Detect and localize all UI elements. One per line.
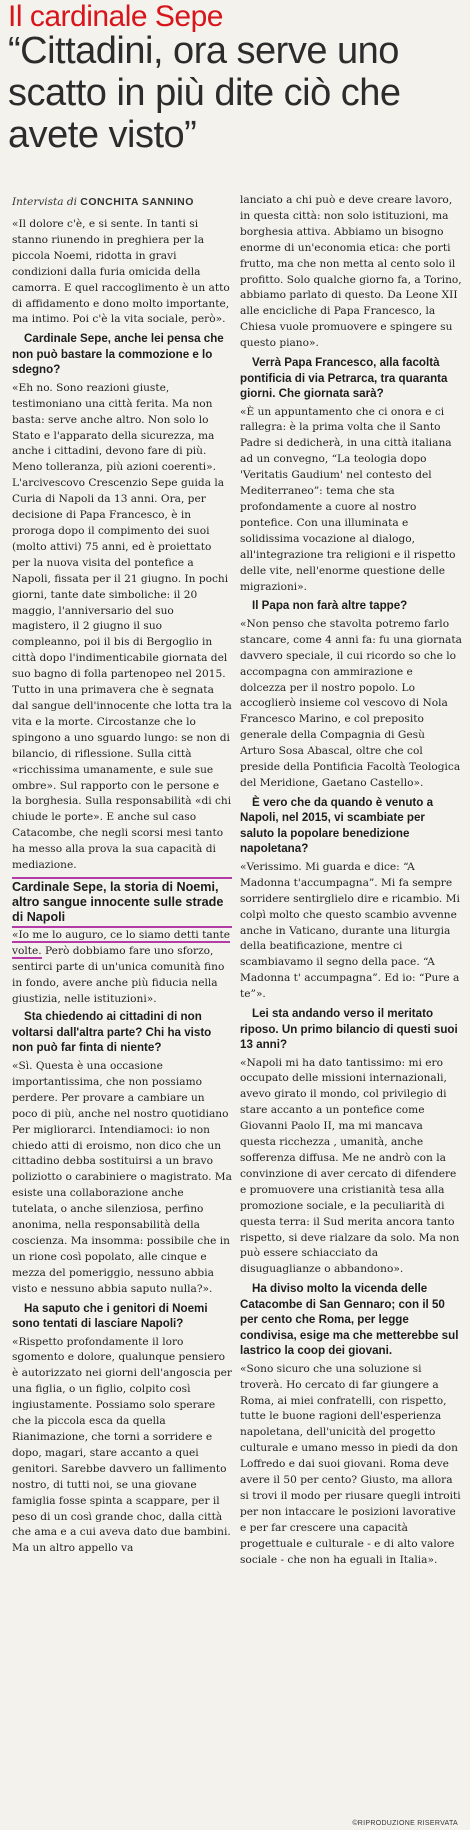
article-headline: “Cittadini, ora serve uno scatto in più dite ciò che avete visto” <box>8 30 401 156</box>
copyright-note: ©RIPRODUZIONE RISERVATA <box>352 1820 458 1827</box>
question-5: Il Papa non farà altre tappe? <box>252 599 408 613</box>
article-kicker: Il cardinale Sepe <box>8 0 223 33</box>
byline-author: CONCHITA SANNINO <box>80 196 194 208</box>
continued-paragraph: lanciato a chi può e deve creare lavoro, in questa città: non solo istituzioni, ma borghesia attiva. Abbiamo un bisogno enorme di un'economia etica: che porti frutto, ma che non metta al cento solo il profitto. Solo qualche giorno fa, a Torino, abbiamo parlato di questo. Da Leone XII alle encicliche di Papa Francesco, la Chiesa vuole promuovere e spingere su questo piano». <box>240 194 462 350</box>
highlight-answer <box>12 928 232 1008</box>
question-2: Sta chiedendo ai cittadini di non voltarsi dall'altra parte? Chi ha visto non può far finta di niente? <box>12 1010 212 1055</box>
question-3: Ha saputo che i genitori di Noemi sono tentati di lasciare Napoli? <box>12 1301 208 1331</box>
byline <box>12 196 232 208</box>
answer-5: «Non penso che stavolta potremo farlo stancare, come 4 anni fa: fu una giornata davvero speciale, il cui ricordo so che lo accompagna con ammirazione e dolcezza per il nostro popolo. Lo accoglierò insieme col vescovo di Nola Francesco Marino, e col preposito generale della Compagnia di Gesù Arturo Sosa Abascal, oltre che col preside della Pontificia Facoltà Teologica del Meridione, Gaetano Castello». <box>240 617 462 789</box>
article-column-left <box>12 217 232 1560</box>
highlight-answer-rest: Però dobbiamo fare uno sforzo, sentirci parte di un'unica comunità fino in fondo, avere anche più fiducia nella giustizia, nelle istituzioni». <box>12 944 225 1005</box>
intro-paragraph: «Il dolore c'è, e si sente. In tanti si stanno riunendo in preghiera per la piccola Noemi, ridotta in gravi condizioni dalla furia omicida della camorra. E quel raccoglimento è un atto di affidamento e dono molto importante, ma intimo. Poi c'è la vita sociale, però». <box>12 218 230 326</box>
answer-1: «Eh no. Sono reazioni giuste, testimoniano una città ferita. Ma non basta: serve anche altro. Non solo lo Stato e l'apparato della sicurezza, ma anche i cittadini, devono fare di più. Meno tolleranza, più azioni coerenti». L'arcivescovo Crescenzio Sepe guida la Curia di Napoli da 13 anni. Ora, per decisione di Papa Francesco, è in proroga dopo il compimento dei suoi (molto attivi) 75 anni, ed è proiettato per la nuova visita del pontefice a Napoli, fissata per il 21 giugno. In pochi giorni, tante date simboliche: il 20 maggio, l'anniversario del suo magistero, il 2 giugno il suo compleanno, poi il bis di Bergoglio in città dopo l'indimenticabile giornata del suo bagno di folla partenopeo nel 2015. Tutto in una primavera che è segnata dal sangue dell'innocente che lotta tra la vita e la morte. Circostanze che lo spingono a uno sguardo lungo: se non di bilancio, di riflessione. Sulla città «ricchissima umanamente, e sule sue ombre». Sul rapporto con le persone e la borghesia. Sulla responsabilità «di chi chiude le porte». E anche sul caso Catacombe, che negli scorsi mesi tanto ha messo alla prova la sua capacità di mediazione. <box>12 381 232 872</box>
question-6: È vero che da quando è venuto a Napoli, nel 2015, vi scambiate per saluto la popolare benedizione napoletana? <box>240 795 434 856</box>
answer-4: «È un appuntamento che ci onora e ci rallegra: è la prima volta che il Santo Padre si dedicherà, in una città italiana ad un convegno, “La teologia dopo 'Veritatis Gaudium' nel contesto del Mediterraneo”: tema che sta profondamente a cuore al nostro pontefice. Con una illuminata e solidissima vocazione al dialogo, all'integrazione tra religioni e il rispetto delle vite, nell'enorme questione delle migrazioni». <box>240 405 456 593</box>
article-column-right <box>240 193 462 1572</box>
highlight-question: Cardinale Sepe, la storia di Noemi, altro sangue innocente sulle strade di Napoli <box>12 877 232 928</box>
highlight-underlined-text: «Io me lo auguro, ce lo siamo detti tante volte. <box>12 928 231 957</box>
answer-3: «Rispetto profondamente il loro sgomento e dolore, qualunque pensiero è autorizzato nei giorni dell'angoscia per una figlia, o un figlio, colpito così ingiustamente. Possiamo solo sperare che la piccola esca da quella Rianimazione, che torni a sorridere e dopo, magari, stare accanto a quei genitori. Sarebbe davvero un fallimento nostro, di tutti noi, se una giovane famiglia fosse spinta a scappare, per il peso di un così grande choc, dalla città che ama e a cui aveva dato due bambini. Ma un altro appello va <box>12 1335 232 1555</box>
question-8: Ha diviso molto la vicenda delle Catacombe di San Gennaro; con il 50 per cento che Roma, per legge condivisa, esige ma che metterebbe sul lastrico la coop dei giovani. <box>240 1282 459 1358</box>
answer-7: «Napoli mi ha dato tantissimo: mi ero occupato delle missioni internazionali, avevo girato il mondo, col privilegio di stare accanto a un pontefice come Giovanni Paolo II, ma mi mancava questa ricchezza , umanità, anche sofferenza diffusa. Me ne andrò con la convinzione di aver cercato di difendere e promuovere una cristianità tesa alla promozione sociale, e la peculiarità di questa terra: il Sud merita ancora tanto rispetto, si deve rialzare da solo. Ma non può essere schiacciato da disuguaglianze o abbandono». <box>240 1056 460 1276</box>
question-1: Cardinale Sepe, anche lei pensa che non può bastare la commozione e lo sdegno? <box>12 332 224 377</box>
question-4: Verrà Papa Francesco, alla facoltà pontificia di via Petrarca, tra quaranta giorni. Che giornata sarà? <box>240 356 448 401</box>
answer-2: «Sì. Questa è una occasione importantissima, che non possiamo perdere. Per provare a cambiare un poco di più, anche nel nostro quotidiano Per migliorarci. Intendiamoci: io non chiedo atti di eroismo, non dico che un cittadino debba sostituirsi a un bravo poliziotto o carabiniere o magistrato. Ma esiste una collaborazione anche tutelata, o anche silenziosa, perfino anonima, nella responsabilità della coscienza. Ma insomma: possibile che in un rione così popolato, alle cinque e mezza del pomeriggio, nessuno abbia visto e nessuno abbia saputo nulla?». <box>12 1059 232 1295</box>
byline-prefix: Intervista di <box>12 196 77 208</box>
answer-6: «Verissimo. Mi guarda e dice: “A Madonna t'accumpagna”. Mi fa sempre sorridere sentirglielo dire e ricambio. Mi colpì molto che questo scambio avvenne anche in Vaticano, durante una liturgia della beatificazione, mentre ci scambiavamo il segno della pace. “A Madonna t' accumpagna”. Ed io: “Pure a te”». <box>240 860 460 1001</box>
question-7: Lei sta andando verso il meritato riposo. Un primo bilancio di questi suoi 13 anni? <box>240 1007 458 1052</box>
highlight-box <box>12 877 232 1008</box>
answer-8: «Sono sicuro che una soluzione si troverà. Ho cercato di far giungere a Roma, ai miei confratelli, con rispetto, tutte le buone ragioni dell'esperienza napoletana, dell'unicità del progetto culturale e umano messo in piedi da don Loffredo e dai suoi giovani. Roma deve avere il 50 per cento? Giusto, ma allora si trovi il modo per riusare quegli introiti per non intaccare le posizioni lavorative e per far crescere una capacità progettuale e culturale - e di alto valore sociale - che non ha eguali in Italia». <box>240 1362 461 1566</box>
